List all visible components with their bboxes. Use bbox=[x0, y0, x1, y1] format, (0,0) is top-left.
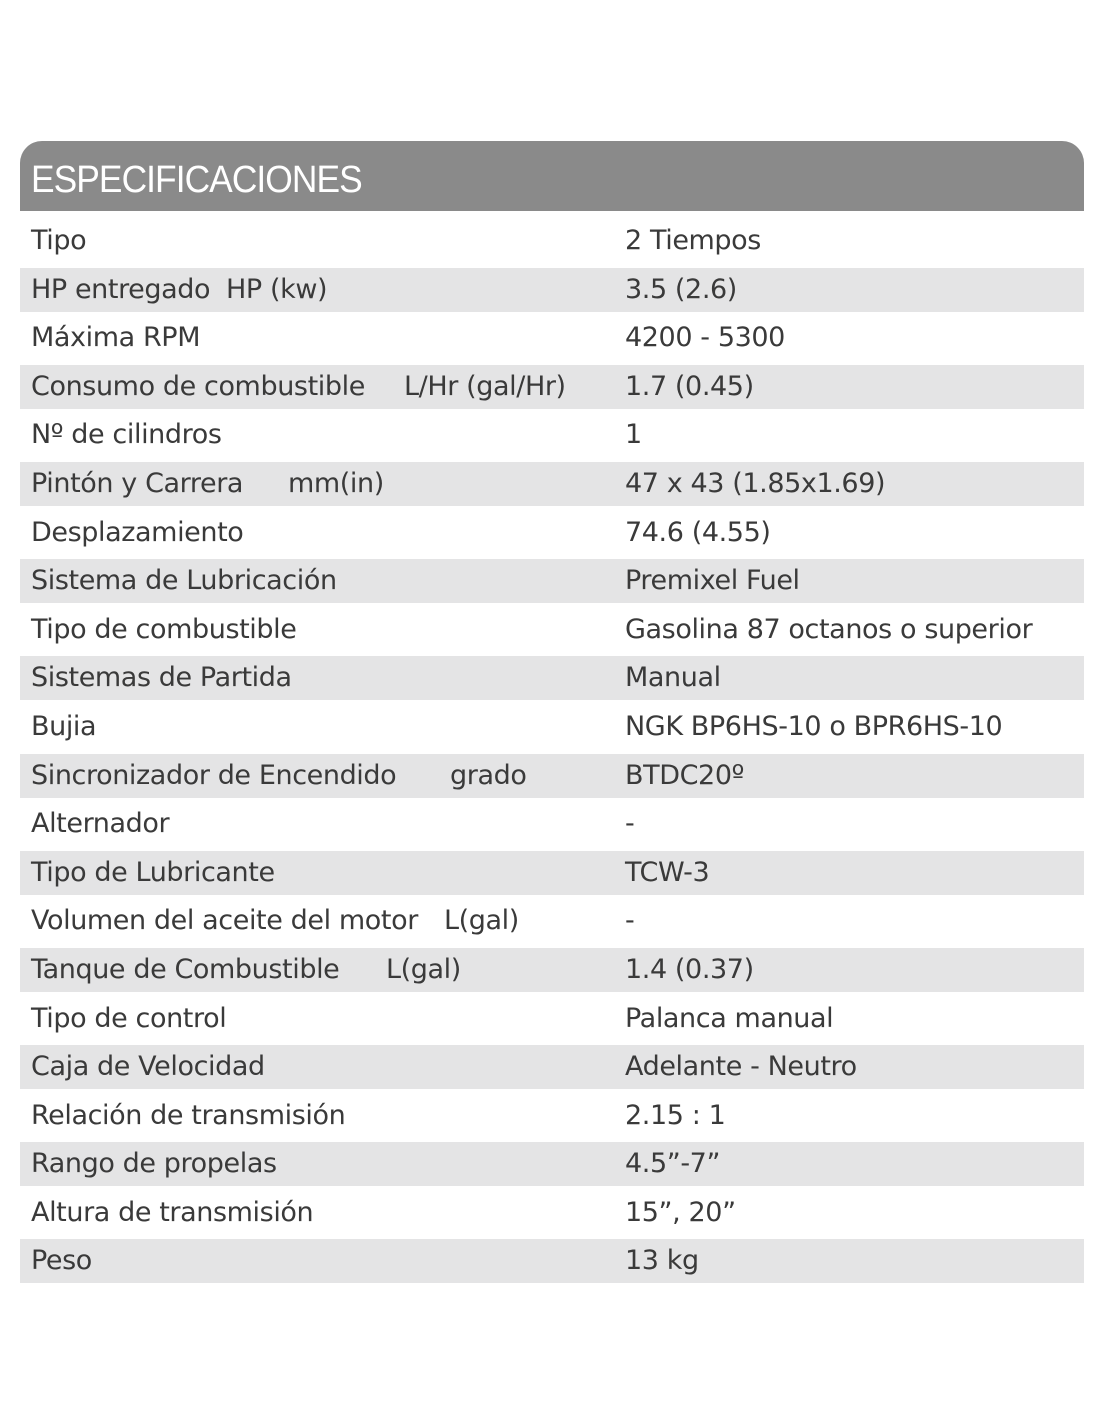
spec-value: 3.5 (2.6) bbox=[625, 273, 737, 305]
spec-label: Tipo de combustible bbox=[31, 613, 297, 645]
spec-row bbox=[20, 413, 1084, 457]
spec-row bbox=[20, 1045, 1084, 1089]
spec-label: Consumo de combustible bbox=[31, 370, 365, 402]
spec-value: Premixel Fuel bbox=[625, 565, 800, 597]
spec-row bbox=[20, 705, 1084, 749]
spec-value: Manual bbox=[625, 662, 721, 694]
spec-label: Rango de propelas bbox=[31, 1148, 277, 1180]
spec-label: Desplazamiento bbox=[31, 516, 244, 548]
spec-value: 1.4 (0.37) bbox=[625, 953, 754, 985]
spec-label: Sistemas de Partida bbox=[31, 662, 292, 694]
spec-label: Tipo de Lubricante bbox=[31, 856, 275, 888]
spec-label: Tipo bbox=[31, 225, 87, 256]
spec-row bbox=[20, 608, 1084, 652]
spec-value: 2.15 : 1 bbox=[625, 1099, 726, 1131]
spec-row bbox=[20, 1094, 1084, 1138]
specifications-rows bbox=[20, 219, 1084, 1283]
spec-label: Tipo de control bbox=[31, 1002, 227, 1034]
spec-value: 15”, 20” bbox=[625, 1196, 736, 1228]
spec-value: 4200 - 5300 bbox=[625, 322, 785, 354]
spec-value: 4.5”-7” bbox=[625, 1148, 721, 1180]
spec-value: - bbox=[625, 905, 635, 937]
spec-row bbox=[20, 899, 1084, 943]
spec-value: Adelante - Neutro bbox=[625, 1051, 857, 1083]
spec-row bbox=[20, 1191, 1084, 1235]
spec-label: Tanque de Combustible bbox=[31, 953, 340, 985]
spec-label: Altura de transmisión bbox=[31, 1196, 314, 1228]
spec-label: Volumen del aceite del motor bbox=[31, 905, 418, 937]
spec-unit: HP (kw) bbox=[226, 273, 328, 305]
spec-row bbox=[20, 462, 1084, 506]
spec-row bbox=[20, 754, 1084, 798]
spec-row bbox=[20, 219, 1084, 263]
spec-label: Peso bbox=[31, 1245, 92, 1277]
spec-unit: L(gal) bbox=[444, 905, 519, 937]
spec-row bbox=[20, 1239, 1084, 1283]
spec-value: NGK BP6HS-10 o BPR6HS-10 bbox=[625, 710, 1003, 742]
specifications-header bbox=[20, 141, 1084, 211]
spec-row bbox=[20, 948, 1084, 992]
spec-row bbox=[20, 559, 1084, 603]
spec-value: 1.7 (0.45) bbox=[625, 370, 754, 402]
specifications-table bbox=[20, 141, 1084, 1283]
spec-row bbox=[20, 316, 1084, 360]
spec-label: Caja de Velocidad bbox=[31, 1051, 265, 1083]
spec-row bbox=[20, 851, 1084, 895]
spec-row bbox=[20, 1142, 1084, 1186]
spec-value: 13 kg bbox=[625, 1245, 699, 1277]
specifications-title: ESPECIFICACIONES bbox=[31, 159, 362, 201]
spec-value: BTDC20º bbox=[625, 759, 744, 791]
spec-label: Relación de transmisión bbox=[31, 1099, 346, 1131]
spec-label: Máxima RPM bbox=[31, 322, 201, 354]
spec-value: 1 bbox=[625, 419, 642, 451]
spec-value: TCW-3 bbox=[625, 856, 710, 888]
spec-unit: L(gal) bbox=[386, 953, 461, 985]
spec-label: HP entregado bbox=[31, 273, 211, 305]
spec-unit: mm(in) bbox=[288, 467, 384, 499]
spec-value: - bbox=[625, 808, 635, 840]
spec-value: 74.6 (4.55) bbox=[625, 516, 771, 548]
spec-value: Gasolina 87 octanos o superior bbox=[625, 613, 1033, 645]
spec-row bbox=[20, 511, 1084, 555]
spec-unit: L/Hr (gal/Hr) bbox=[404, 370, 566, 402]
spec-row bbox=[20, 997, 1084, 1041]
spec-label: Alternador bbox=[31, 808, 170, 840]
spec-label: Nº de cilindros bbox=[31, 419, 222, 451]
spec-row bbox=[20, 365, 1084, 409]
spec-value: Palanca manual bbox=[625, 1002, 834, 1034]
spec-row bbox=[20, 802, 1084, 846]
spec-row bbox=[20, 268, 1084, 312]
spec-unit: grado bbox=[450, 759, 527, 791]
spec-row bbox=[20, 656, 1084, 700]
spec-label: Pintón y Carrera bbox=[31, 467, 244, 499]
spec-value: 2 Tiempos bbox=[625, 225, 761, 256]
spec-label: Sistema de Lubricación bbox=[31, 565, 337, 597]
spec-value: 47 x 43 (1.85x1.69) bbox=[625, 467, 886, 499]
spec-label: Bujia bbox=[31, 710, 97, 742]
spec-label: Sincronizador de Encendido bbox=[31, 759, 397, 791]
